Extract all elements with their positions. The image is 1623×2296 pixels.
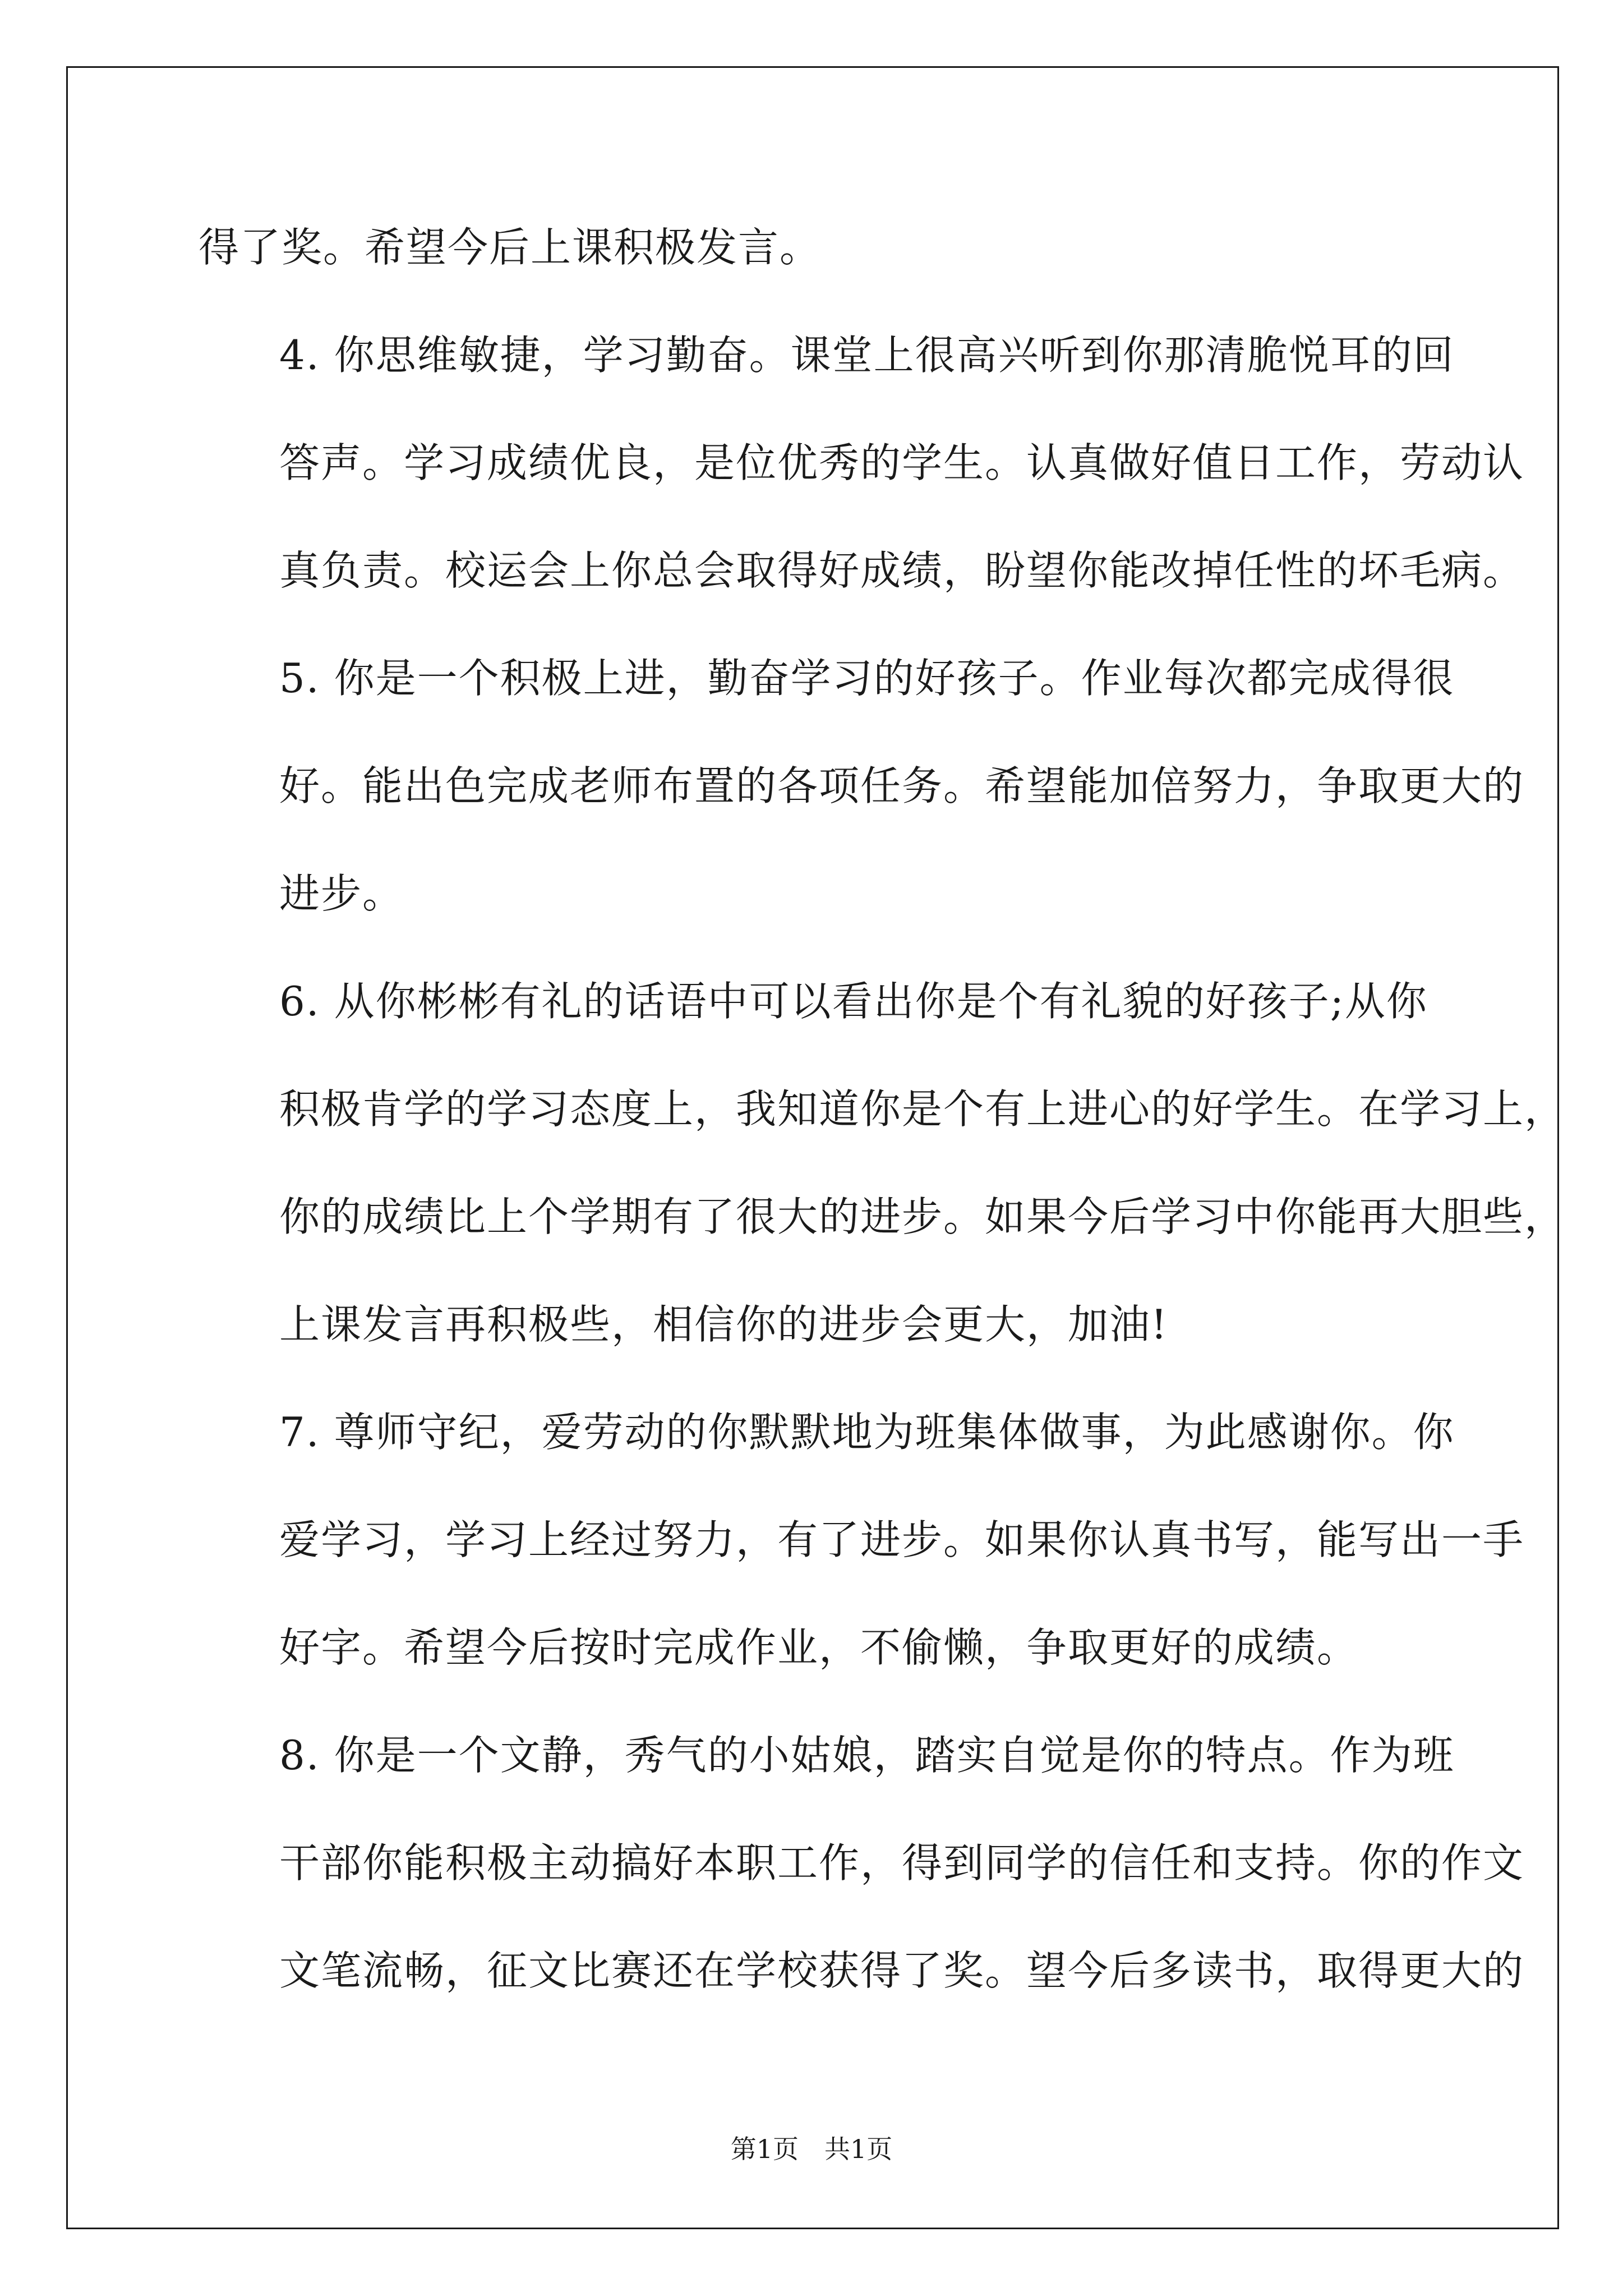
text-line: 干部你能积极主动搞好本职工作，得到同学的信任和支持。你的作文 — [279, 1839, 1525, 1887]
paragraph-continuation — [199, 194, 1453, 301]
text-line: 好。能出色完成老师布置的各项任务。希望能加倍努力，争取更大的 — [279, 762, 1525, 809]
text-line: 爱学习，学习上经过努力，有了进步。如果你认真书写，能写出一手 — [279, 1516, 1525, 1563]
text-line: 真负责。校运会上你总会取得好成绩，盼望你能改掉任性的坏毛病。 — [279, 547, 1525, 594]
paragraph-item-5 — [199, 624, 1525, 947]
page-number-footer: 第1页 共1页 — [730, 2134, 893, 2164]
text-line: 得了奖。希望今后上课积极发言。 — [199, 224, 822, 271]
text-line: 4. 你思维敏捷，学习勤奋。课堂上很高兴听到你那清脆悦耳的回 — [279, 332, 1455, 379]
paragraph-item-6 — [199, 947, 1566, 1378]
text-line: 5. 你是一个积极上进，勤奋学习的好孩子。作业每次都完成得很 — [279, 655, 1455, 702]
paragraph-item-7 — [199, 1378, 1525, 1701]
text-line: 你的成绩比上个学期有了很大的进步。如果今后学习中你能再大胆些， — [279, 1193, 1566, 1240]
text-line: 好字。希望今后按时完成作业，不偷懒，争取更好的成绩。 — [279, 1624, 1359, 1671]
text-line: 进步。 — [279, 870, 404, 917]
text-line: 答声。学习成绩优良，是位优秀的学生。认真做好值日工作，劳动认 — [279, 439, 1525, 486]
text-line: 上课发言再积极些，相信你的进步会更大，加油! — [279, 1301, 1168, 1348]
document-body — [199, 194, 1566, 2024]
text-line: 7. 尊师守纪，爱劳动的你默默地为班集体做事，为此感谢你。你 — [279, 1409, 1455, 1456]
paragraph-item-8 — [199, 1701, 1525, 2024]
text-line: 8. 你是一个文静，秀气的小姑娘，踏实自觉是你的特点。作为班 — [279, 1732, 1455, 1779]
text-line: 积极肯学的学习态度上，我知道你是个有上进心的好学生。在学习上， — [279, 1085, 1566, 1133]
text-line: 文笔流畅，征文比赛还在学校获得了奖。望今后多读书，取得更大的 — [279, 1947, 1525, 1994]
text-line: 6. 从你彬彬有礼的话语中可以看出你是个有礼貌的好孩子;从你 — [279, 978, 1428, 1025]
paragraph-item-4 — [199, 301, 1525, 624]
